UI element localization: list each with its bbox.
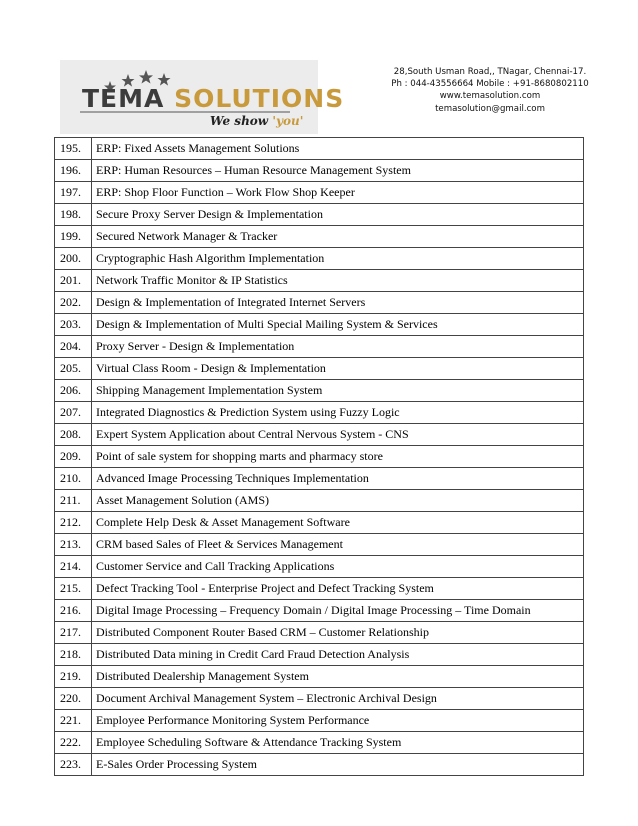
project-title: Network Traffic Monitor & IP Statistics bbox=[92, 270, 584, 292]
table-row bbox=[55, 534, 584, 556]
table-row bbox=[55, 226, 584, 248]
email-link[interactable]: temasolution@gmail.com bbox=[435, 103, 545, 114]
table-row bbox=[55, 732, 584, 754]
table-row bbox=[55, 336, 584, 358]
project-title: ERP: Human Resources – Human Resource Management System bbox=[92, 160, 584, 182]
table-row bbox=[55, 160, 584, 182]
project-title: Distributed Dealership Management System bbox=[92, 666, 584, 688]
row-number: 223. bbox=[55, 754, 92, 776]
table-row bbox=[55, 666, 584, 688]
row-number: 210. bbox=[55, 468, 92, 490]
row-number: 203. bbox=[55, 314, 92, 336]
table-row bbox=[55, 754, 584, 776]
table-row bbox=[55, 688, 584, 710]
project-title: Customer Service and Call Tracking Applications bbox=[92, 556, 584, 578]
project-table bbox=[54, 137, 584, 776]
row-number: 196. bbox=[55, 160, 92, 182]
table-row bbox=[55, 358, 584, 380]
website-link[interactable]: www.temasolution.com bbox=[439, 91, 541, 102]
project-title: Virtual Class Room - Design & Implementation bbox=[92, 358, 584, 380]
row-number: 201. bbox=[55, 270, 92, 292]
project-title: Design & Implementation of Multi Special Mailing System & Services bbox=[92, 314, 584, 336]
brand-name: TEMA SOLUTIONS bbox=[82, 84, 345, 113]
project-title: Cryptographic Hash Algorithm Implementation bbox=[92, 248, 584, 270]
project-title: Asset Management Solution (AMS) bbox=[92, 490, 584, 512]
project-title: Distributed Component Router Based CRM – Customer Relationship bbox=[92, 622, 584, 644]
row-number: 205. bbox=[55, 358, 92, 380]
project-title: Employee Performance Monitoring System Performance bbox=[92, 710, 584, 732]
table-row bbox=[55, 314, 584, 336]
row-number: 212. bbox=[55, 512, 92, 534]
project-title: Shipping Management Implementation System bbox=[92, 380, 584, 402]
row-number: 202. bbox=[55, 292, 92, 314]
table-row bbox=[55, 622, 584, 644]
row-number: 198. bbox=[55, 204, 92, 226]
row-number: 200. bbox=[55, 248, 92, 270]
project-title: Defect Tracking Tool - Enterprise Project and Defect Tracking System bbox=[92, 578, 584, 600]
table-row bbox=[55, 644, 584, 666]
table-row bbox=[55, 402, 584, 424]
row-number: 222. bbox=[55, 732, 92, 754]
table-row bbox=[55, 512, 584, 534]
company-logo bbox=[60, 60, 345, 134]
table-row bbox=[55, 578, 584, 600]
table-row bbox=[55, 204, 584, 226]
project-title: E-Sales Order Processing System bbox=[92, 754, 584, 776]
project-title: Secured Network Manager & Tracker bbox=[92, 226, 584, 248]
table-row bbox=[55, 292, 584, 314]
row-number: 206. bbox=[55, 380, 92, 402]
row-number: 195. bbox=[55, 138, 92, 160]
project-title: Point of sale system for shopping marts and pharmacy store bbox=[92, 446, 584, 468]
table-row bbox=[55, 424, 584, 446]
project-title: Advanced Image Processing Techniques Implementation bbox=[92, 468, 584, 490]
row-number: 219. bbox=[55, 666, 92, 688]
row-number: 220. bbox=[55, 688, 92, 710]
table-row bbox=[55, 248, 584, 270]
project-title: ERP: Shop Floor Function – Work Flow Shop Keeper bbox=[92, 182, 584, 204]
row-number: 221. bbox=[55, 710, 92, 732]
brand-tagline: We show 'you' bbox=[210, 114, 304, 128]
project-title: Design & Implementation of Integrated Internet Servers bbox=[92, 292, 584, 314]
row-number: 209. bbox=[55, 446, 92, 468]
row-number: 218. bbox=[55, 644, 92, 666]
row-number: 197. bbox=[55, 182, 92, 204]
project-title: Employee Scheduling Software & Attendance Tracking System bbox=[92, 732, 584, 754]
table-row bbox=[55, 138, 584, 160]
contact-block bbox=[380, 66, 600, 115]
table-row bbox=[55, 710, 584, 732]
project-title: ERP: Fixed Assets Management Solutions bbox=[92, 138, 584, 160]
project-title: Document Archival Management System – Electronic Archival Design bbox=[92, 688, 584, 710]
project-title: CRM based Sales of Fleet & Services Management bbox=[92, 534, 584, 556]
row-number: 213. bbox=[55, 534, 92, 556]
table-row bbox=[55, 270, 584, 292]
row-number: 207. bbox=[55, 402, 92, 424]
row-number: 217. bbox=[55, 622, 92, 644]
phone-line: Ph : 044-43556664 Mobile : +91-8680802110 bbox=[391, 79, 589, 90]
project-title: Complete Help Desk & Asset Management Software bbox=[92, 512, 584, 534]
row-number: 216. bbox=[55, 600, 92, 622]
table-row bbox=[55, 380, 584, 402]
table-row bbox=[55, 446, 584, 468]
row-number: 199. bbox=[55, 226, 92, 248]
table-row bbox=[55, 182, 584, 204]
project-title: Distributed Data mining in Credit Card Fraud Detection Analysis bbox=[92, 644, 584, 666]
row-number: 211. bbox=[55, 490, 92, 512]
table-row bbox=[55, 468, 584, 490]
row-number: 214. bbox=[55, 556, 92, 578]
table-row bbox=[55, 600, 584, 622]
project-title: Proxy Server - Design & Implementation bbox=[92, 336, 584, 358]
project-title: Digital Image Processing – Frequency Domain / Digital Image Processing – Time Domain bbox=[92, 600, 584, 622]
row-number: 204. bbox=[55, 336, 92, 358]
row-number: 215. bbox=[55, 578, 92, 600]
project-title: Secure Proxy Server Design & Implementation bbox=[92, 204, 584, 226]
table-row bbox=[55, 556, 584, 578]
row-number: 208. bbox=[55, 424, 92, 446]
project-title: Integrated Diagnostics & Prediction System using Fuzzy Logic bbox=[92, 402, 584, 424]
table-row bbox=[55, 490, 584, 512]
project-title: Expert System Application about Central Nervous System - CNS bbox=[92, 424, 584, 446]
address-line: 28,South Usman Road,, TNagar, Chennai-17. bbox=[393, 67, 587, 77]
